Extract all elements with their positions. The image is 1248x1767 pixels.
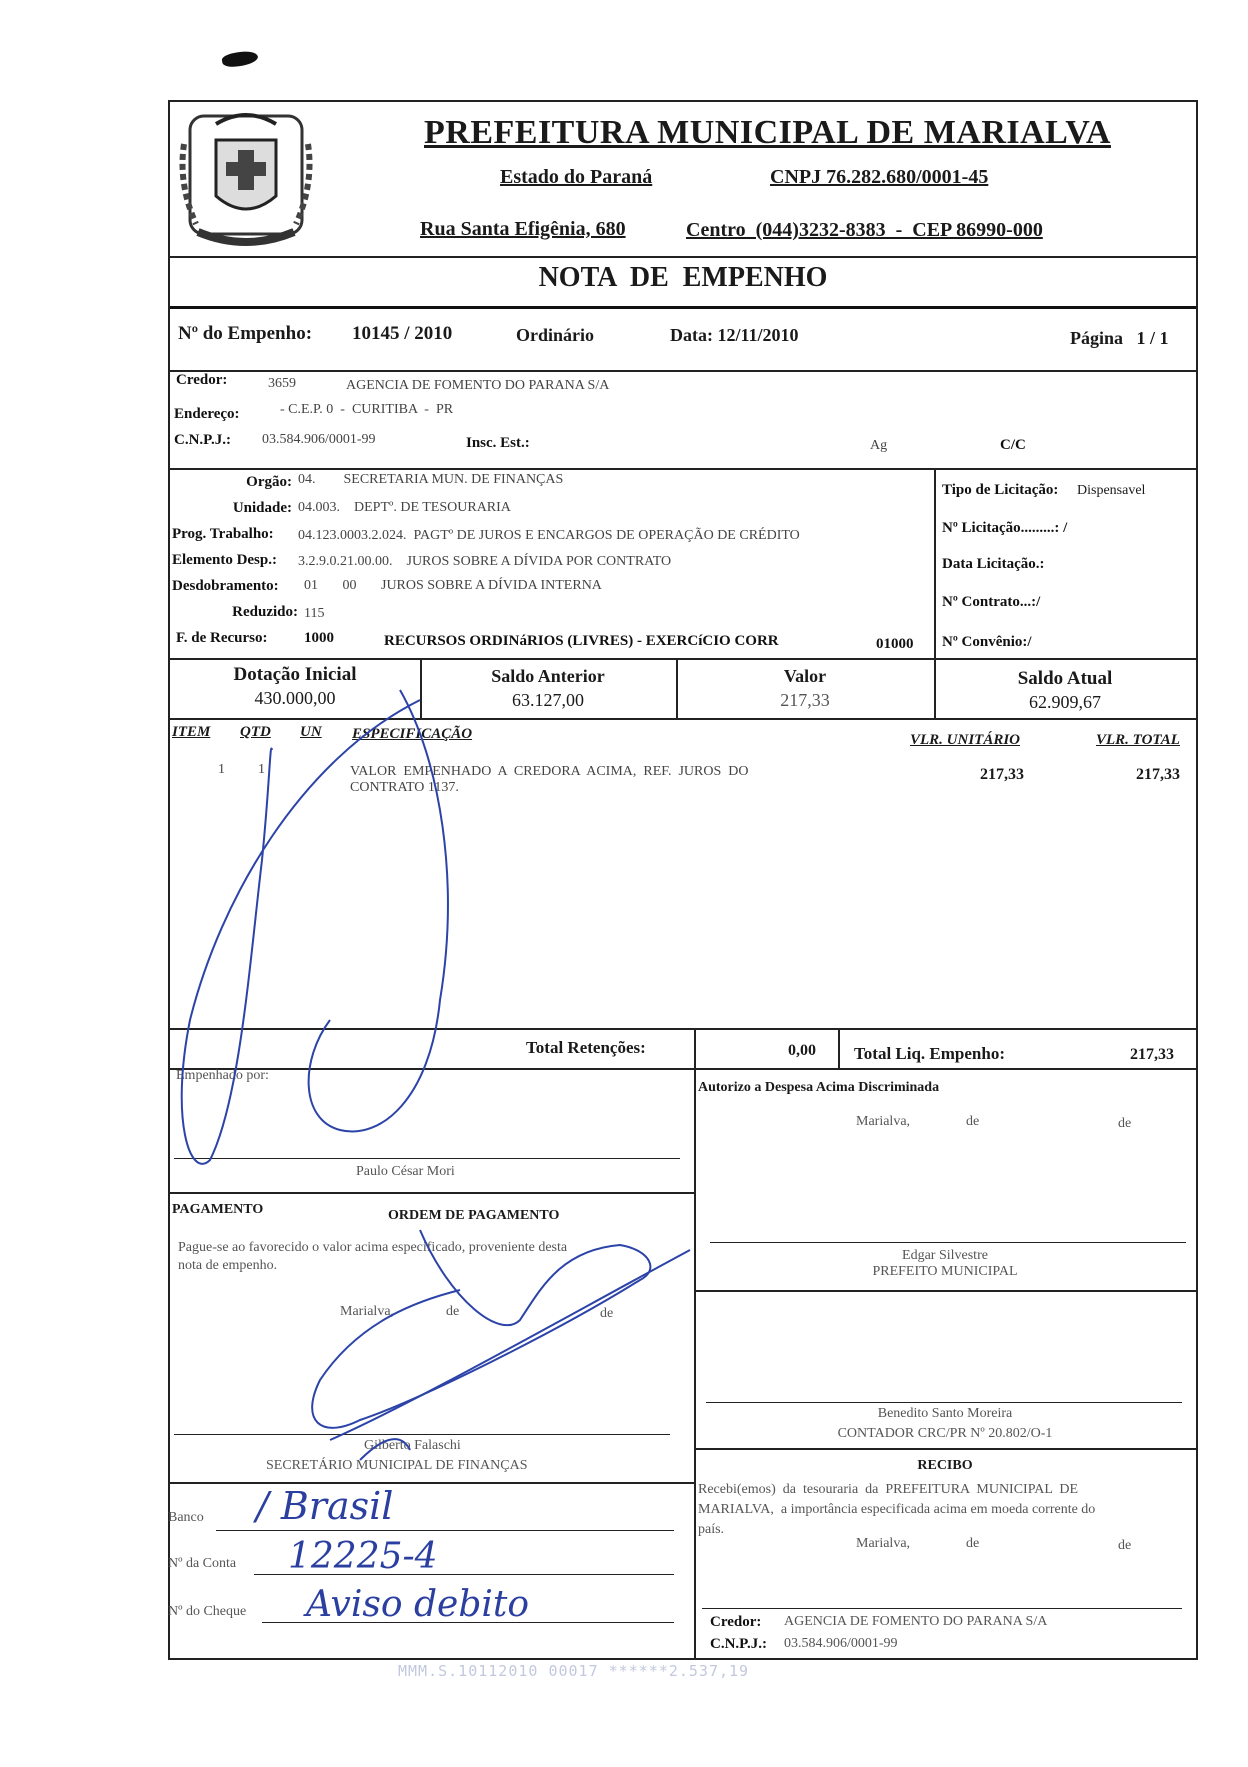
divider xyxy=(170,718,1196,720)
items-header-qtd: QTD xyxy=(240,724,271,740)
empenho-date: Data: 12/11/2010 xyxy=(670,325,799,345)
autorizo-text: Autorizo a Despesa Acima Discriminada xyxy=(698,1080,940,1095)
recibo-credor-name: AGENCIA DE FOMENTO DO PARANA S/A xyxy=(784,1614,1048,1629)
divider xyxy=(694,1290,1196,1292)
address-label: Endereço: xyxy=(174,406,240,422)
recibo-cnpj: 03.584.906/0001-99 xyxy=(784,1636,898,1651)
pagamento-label: PAGAMENTO xyxy=(172,1202,264,1217)
cheque-label: Nº do Cheque xyxy=(168,1604,247,1619)
divider xyxy=(694,1028,696,1658)
accountant-role: CONTADOR CRC/PR Nº 20.802/O-1 xyxy=(837,1426,1053,1441)
retencoes-value: 0,00 xyxy=(788,1042,816,1059)
conta-handwritten: 12225-4 xyxy=(288,1536,438,1577)
banco-label: Banco xyxy=(168,1510,204,1525)
footer-stamp: MMM.S.10112010 00017 ******2.537,19 xyxy=(398,1662,750,1680)
credor-cnpj: 03.584.906/0001-99 xyxy=(262,432,376,447)
divider xyxy=(170,306,1196,309)
contrato-number: Nº Contrato...:/ xyxy=(942,594,1041,610)
recibo-cnpj-label: C.N.P.J.: xyxy=(710,1636,767,1652)
item-unit-value: 217,33 xyxy=(980,766,1024,783)
page-indicator: Página 1 / 1 xyxy=(1070,328,1169,348)
signature-line xyxy=(174,1158,680,1159)
item-spec-line1: VALOR EMPENHADO A CREDORA ACIMA, REF. JUROS DO xyxy=(350,764,749,779)
items-header-spec: ESPECIFICAÇÃO xyxy=(352,726,473,742)
autorizo-de-2: de xyxy=(1118,1116,1132,1131)
conta-label: Nº da Conta xyxy=(168,1556,237,1571)
insc-est-label: Insc. Est.: xyxy=(466,435,530,451)
balance-label: Valor xyxy=(783,666,827,686)
accountant-name: Benedito Santo Moreira xyxy=(877,1406,1013,1421)
unidade-value: 04.003. DEPTº. DE TESOURARIA xyxy=(298,500,511,515)
ordem-text-1: Pague-se ao favorecido o valor acima especificado, proveniente desta xyxy=(178,1240,568,1255)
divider xyxy=(170,468,1196,470)
divider xyxy=(170,1068,1196,1070)
recurso-name: RECURSOS ORDINáRIOS (LIVRES) - EXERCíCIO CORR xyxy=(384,633,779,649)
item-spec-line2: CONTRATO 1137. xyxy=(350,780,459,795)
divider xyxy=(934,468,936,658)
divider xyxy=(170,658,1196,660)
item-total-value: 217,33 xyxy=(1136,766,1180,783)
items-header-unit: VLR. UNITÁRIO xyxy=(910,732,1021,748)
payment-place: Marialva, xyxy=(340,1304,395,1319)
ordem-text-2: nota de empenho. xyxy=(178,1258,278,1273)
empenho-number-label: Nº do Empenho: xyxy=(178,323,313,344)
empenhado-name: Paulo César Mori xyxy=(356,1164,455,1179)
recibo-de-2: de xyxy=(1118,1538,1132,1553)
recibo-de-1: de xyxy=(966,1536,980,1551)
signature-line xyxy=(702,1608,1182,1609)
balance-value: 63.127,00 xyxy=(512,690,584,710)
signature-line xyxy=(710,1242,1186,1243)
empenho-type: Ordinário xyxy=(516,325,595,345)
banco-line[interactable] xyxy=(216,1530,674,1531)
licitacao-number: Nº Licitação.........: / xyxy=(942,520,1068,536)
item-number: 1 xyxy=(218,762,225,777)
empenhado-label: Empenhado por: xyxy=(176,1068,269,1083)
desdob-label: Desdobramento: xyxy=(172,578,279,594)
cc-label: C/C xyxy=(1000,437,1026,453)
recibo-credor-label: Credor: xyxy=(710,1614,762,1630)
balance-label: Saldo Atual xyxy=(1017,668,1113,689)
liquido-value: 217,33 xyxy=(1130,1046,1174,1063)
prog-label: Prog. Trabalho: xyxy=(172,526,274,542)
recibo-line-2: MARIALVA, a importância especificada acima em moeda corrente do xyxy=(698,1502,1096,1517)
item-qtd: 1 xyxy=(258,762,265,777)
elemento-label: Elemento Desp.: xyxy=(172,552,277,568)
ink-mark xyxy=(221,49,259,69)
autorizo-place: Marialva, xyxy=(856,1114,911,1129)
items-header-un: UN xyxy=(300,724,322,740)
cheque-handwritten: Aviso debito xyxy=(306,1584,530,1625)
autorizo-de-1: de xyxy=(966,1114,980,1129)
credor-name: AGENCIA DE FOMENTO DO PARANA S/A xyxy=(346,378,610,393)
retencoes-label: Total Retenções: xyxy=(526,1038,646,1057)
payment-de-2: de xyxy=(600,1306,614,1321)
recibo-place: Marialva, xyxy=(856,1536,911,1551)
unidade-label: Unidade: xyxy=(232,500,292,516)
reduzido-value: 115 xyxy=(304,606,325,621)
divider xyxy=(170,256,1196,258)
orgao-value: 04. SECRETARIA MUN. DE FINANÇAS xyxy=(298,472,564,487)
mayor-name: Edgar Silvestre xyxy=(902,1248,988,1263)
secretary-role: SECRETÁRIO MUNICIPAL DE FINANÇAS xyxy=(266,1458,528,1473)
divider xyxy=(170,1192,694,1194)
data-licitacao: Data Licitação.: xyxy=(942,556,1045,572)
cnpj-label: C.N.P.J.: xyxy=(174,432,231,448)
state-name: Estado do Paraná xyxy=(500,166,653,188)
recurso-code-2: 01000 xyxy=(876,636,914,652)
coat-of-arms-icon xyxy=(176,104,316,252)
secretary-name: Gilberto Falaschi xyxy=(364,1438,461,1453)
divider xyxy=(170,1028,1196,1030)
balance-value: 62.909,67 xyxy=(1029,692,1101,712)
recurso-label: F. de Recurso: xyxy=(176,630,268,646)
tipo-licitacao-label: Tipo de Licitação: xyxy=(942,482,1059,498)
items-header-total: VLR. TOTAL xyxy=(1096,732,1180,748)
divider xyxy=(170,370,1196,372)
items-header-item: ITEM xyxy=(172,724,211,740)
balance-label: Saldo Anterior xyxy=(491,666,605,686)
mayor-role: PREFEITO MUNICIPAL xyxy=(872,1264,1018,1279)
convenio-number: Nº Convênio:/ xyxy=(942,634,1032,650)
doc-title: NOTA DE EMPENHO xyxy=(538,262,828,293)
recurso-code: 1000 xyxy=(304,630,334,646)
street-address: Rua Santa Efigênia, 680 xyxy=(420,218,626,240)
signature-line xyxy=(706,1402,1182,1403)
payment-de-1: de xyxy=(446,1304,460,1319)
empenho-number: 10145 / 2010 xyxy=(352,323,453,344)
reduzido-label: Reduzido: xyxy=(232,604,298,620)
elemento-value: 3.2.9.0.21.00.00. JUROS SOBRE A DÍVIDA POR CONTRATO xyxy=(298,554,672,569)
balance-value: 217,33 xyxy=(780,690,830,710)
banco-handwritten: / Brasil xyxy=(256,1484,394,1528)
divider xyxy=(694,1448,1196,1450)
tipo-licitacao-value: Dispensavel xyxy=(1077,483,1146,498)
credor-label: Credor: xyxy=(176,372,228,388)
header-cnpj: CNPJ 76.282.680/0001-45 xyxy=(770,166,989,188)
district-phone-cep: Centro (044)3232-8383 - CEP 86990-000 xyxy=(686,219,1043,241)
balance-label: Dotação Inicial xyxy=(233,664,357,685)
prog-value: 04.123.0003.2.024. PAGTº DE JUROS E ENCARGOS DE OPERAÇÃO DE CRÉDITO xyxy=(298,528,800,543)
signature-line xyxy=(174,1434,670,1435)
desdob-value: 01 00 JUROS SOBRE A DÍVIDA INTERNA xyxy=(304,578,602,593)
divider xyxy=(838,1028,840,1068)
liquido-label: Total Liq. Empenho: xyxy=(854,1044,1005,1063)
balance-value: 430.000,00 xyxy=(254,688,336,708)
recibo-line-1: Recebi(emos) da tesouraria da PREFEITURA MUNICIPAL DE xyxy=(698,1482,1079,1497)
credor-code: 3659 xyxy=(268,376,296,391)
ordem-label: ORDEM DE PAGAMENTO xyxy=(388,1208,560,1223)
orgao-label: Orgão: xyxy=(246,474,292,490)
recibo-line-3: país. xyxy=(698,1522,725,1537)
municipality-title: PREFEITURA MUNICIPAL DE MARIALVA xyxy=(424,114,1111,151)
credor-address: - C.E.P. 0 - CURITIBA - PR xyxy=(280,402,454,417)
ag-label: Ag xyxy=(870,438,888,453)
recibo-title: RECIBO xyxy=(917,1458,973,1473)
divider xyxy=(170,1482,694,1484)
